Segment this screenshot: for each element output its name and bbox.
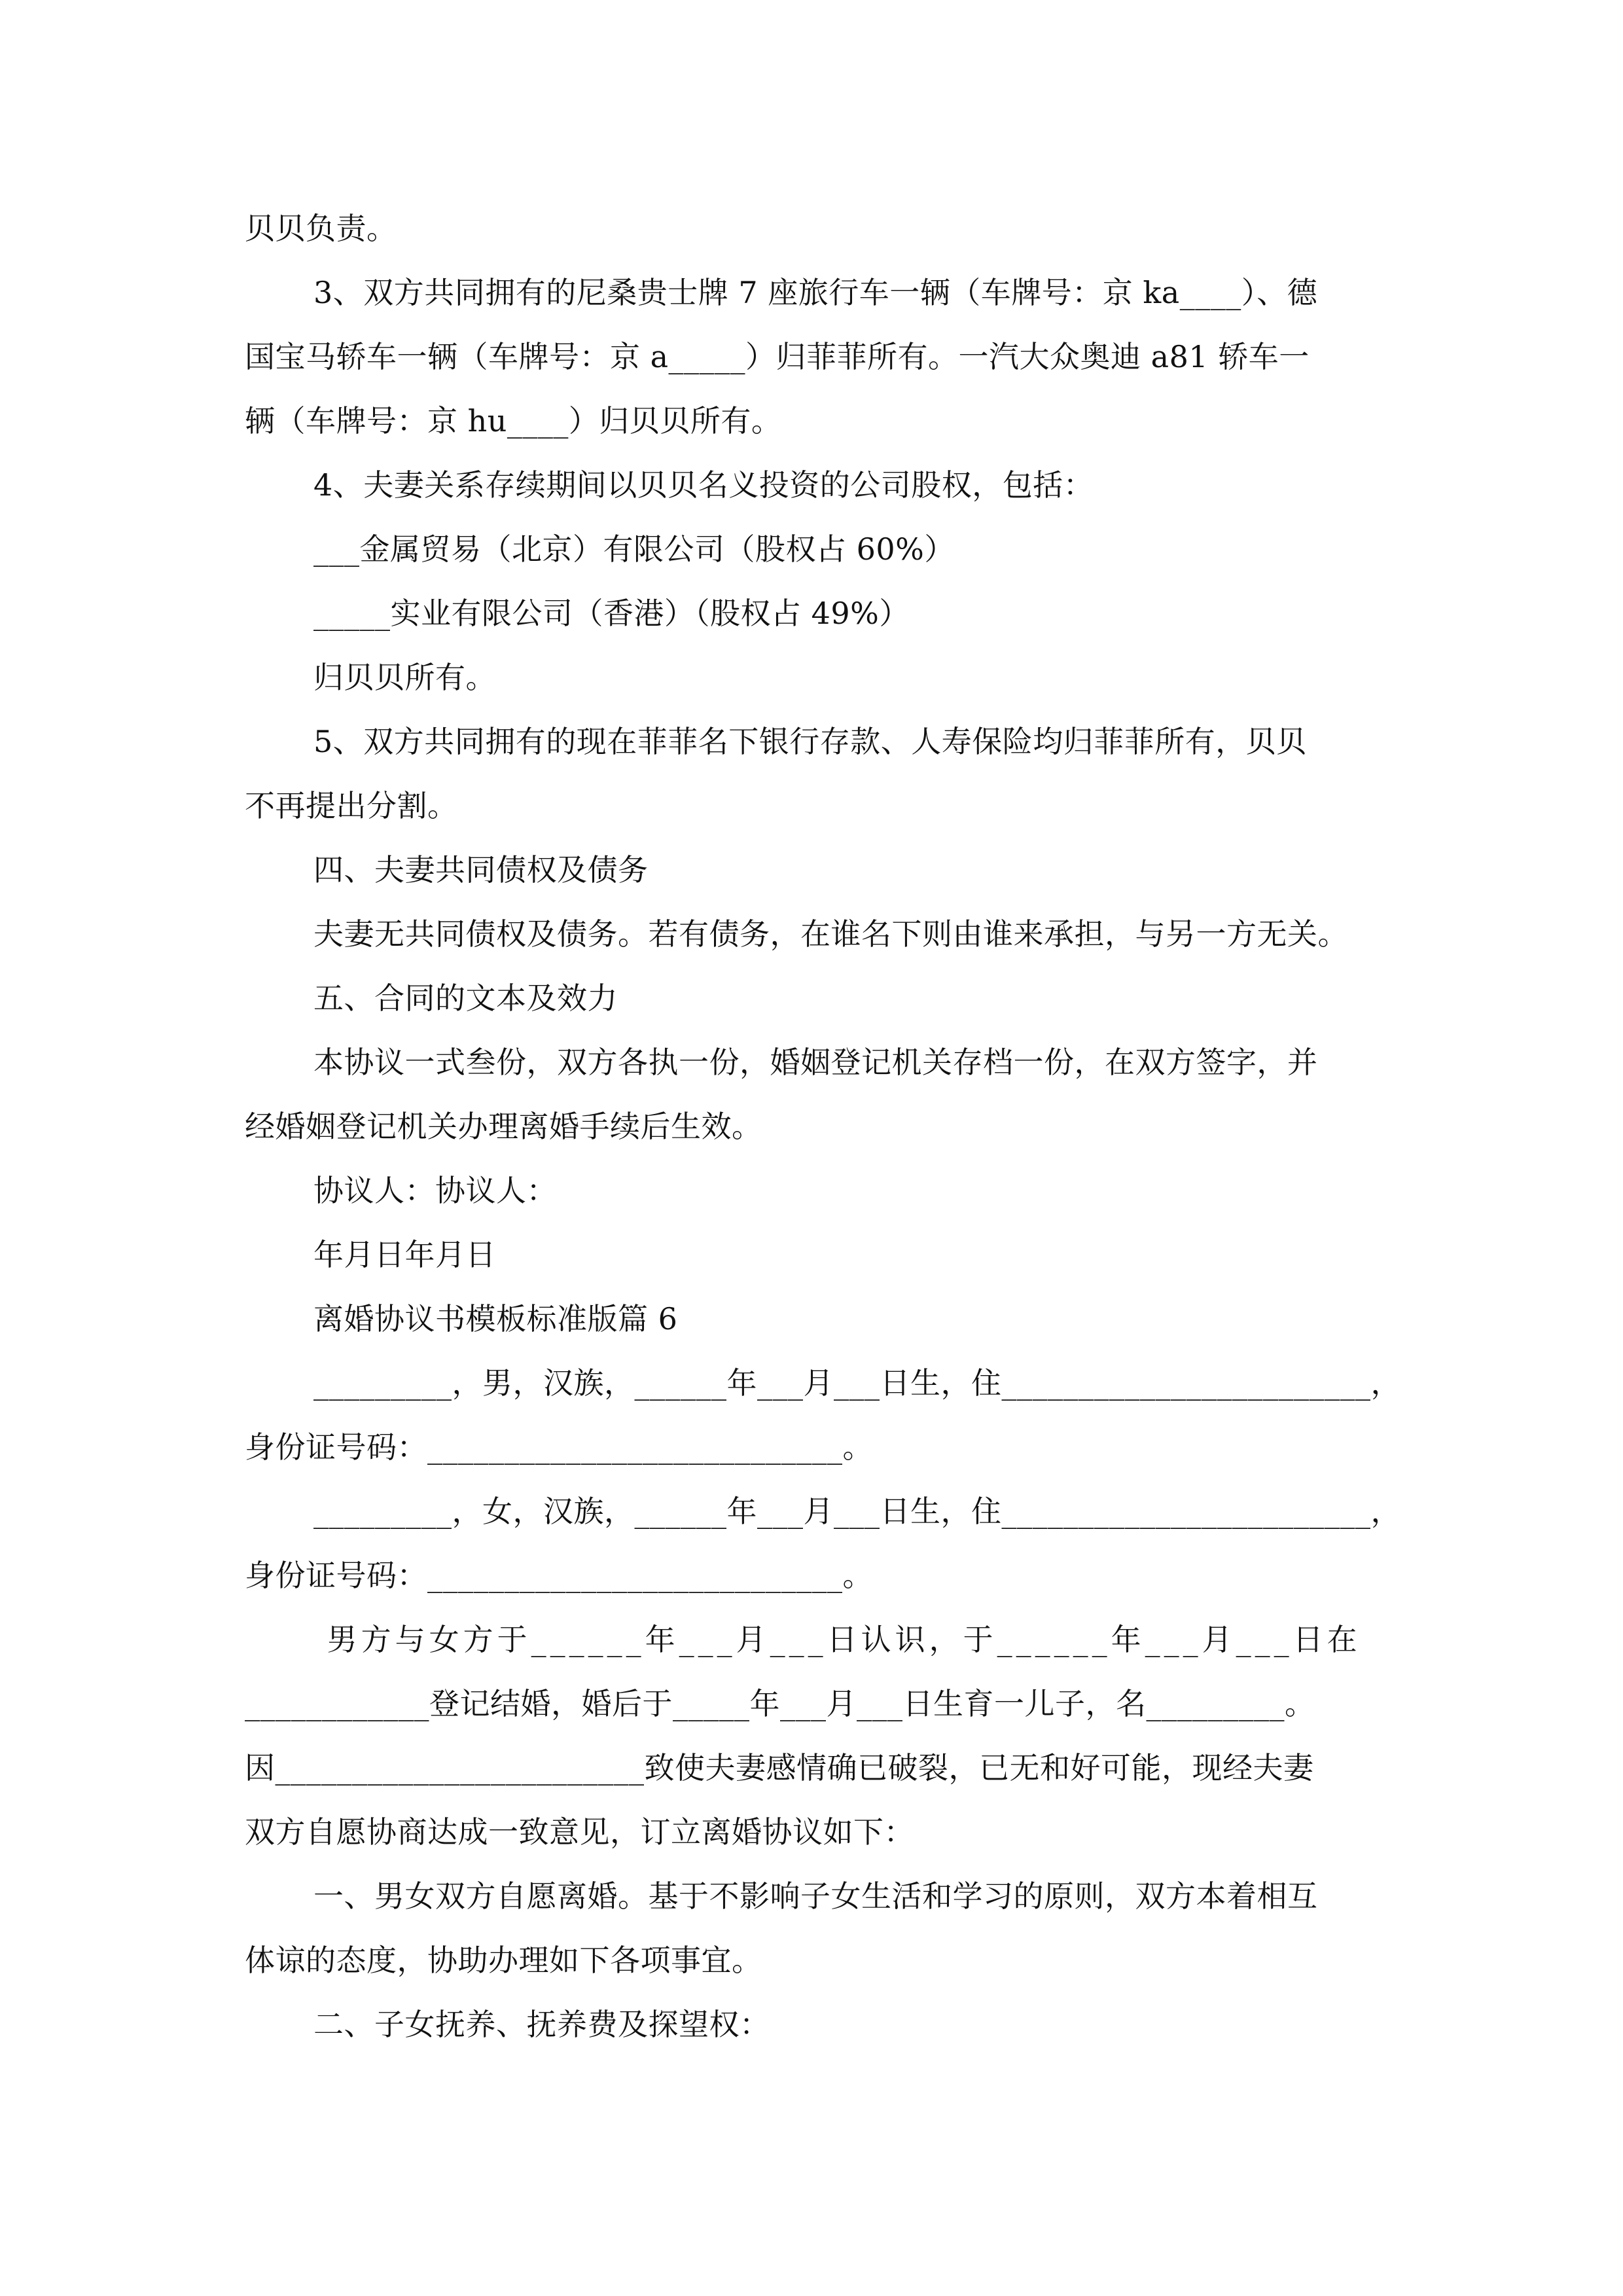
text-line: 男方与女方于______年___月___日认识，于______年___月___日在 xyxy=(313,1622,1361,1657)
text-line: 不再提出分割。 xyxy=(245,788,458,823)
text-line: 国宝马轿车一辆（车牌号：京 a_____）归菲菲所有。一汽大众奥迪 a81 轿车一 xyxy=(245,339,1310,374)
text-line: 贝贝负责。 xyxy=(245,211,397,246)
section-heading: 五、合同的文本及效力 xyxy=(313,980,618,1016)
text-line: 4、夫妻关系存续期间以贝贝名义投资的公司股权，包括： xyxy=(313,467,1094,503)
text-line: 一、男女双方自愿离婚。基于不影响子女生活和学习的原则，双方本着相互 xyxy=(313,1878,1318,1914)
text-line: _________，男，汉族，______年___月___日生，住________________________， xyxy=(313,1365,1401,1401)
section-heading: 二、子女抚养、抚养费及探望权： xyxy=(313,2007,770,2042)
document-page xyxy=(245,196,1401,2056)
signature-line: 协议人：协议人： xyxy=(313,1173,557,1208)
text-line: 因________________________致使夫妻感情确已破裂，已无和好可能，现经夫妻 xyxy=(245,1750,1314,1785)
text-line: 夫妻无共同债权及债务。若有债务，在谁名下则由谁来承担，与另一方无关。 xyxy=(313,916,1348,952)
date-line: 年月日年月日 xyxy=(313,1237,496,1272)
text-line: _________，女，汉族，______年___月___日生，住________________________， xyxy=(313,1494,1401,1529)
section-heading: 四、夫妻共同债权及债务 xyxy=(313,852,649,888)
text-line: 身份证号码：___________________________。 xyxy=(245,1429,873,1465)
text-line: 经婚姻登记机关办理离婚手续后生效。 xyxy=(245,1109,762,1144)
text-line: 3、双方共同拥有的尼桑贵士牌 7 座旅行车一辆（车牌号：京 ka____）、德 xyxy=(313,275,1318,310)
text-line: ___金属贸易（北京）有限公司（股权占 60%） xyxy=(313,531,955,567)
text-line: 辆（车牌号：京 hu____）归贝贝所有。 xyxy=(245,403,782,439)
text-line: _____实业有限公司（香港）（股权占 49%） xyxy=(313,596,910,631)
text-line: 5、双方共同拥有的现在菲菲名下银行存款、人寿保险均归菲菲所有，贝贝 xyxy=(313,724,1307,759)
document-title: 离婚协议书模板标准版篇 6 xyxy=(313,1301,678,1336)
text-line: 身份证号码：___________________________。 xyxy=(245,1558,873,1593)
text-line: 归贝贝所有。 xyxy=(313,660,496,695)
text-line: ____________登记结婚，婚后于_____年___月___日生育一儿子，名_________。 xyxy=(245,1686,1315,1721)
text-line: 双方自愿协商达成一致意见，订立离婚协议如下： xyxy=(245,1814,914,1850)
text-line: 本协议一式叁份，双方各执一份，婚姻登记机关存档一份，在双方签字，并 xyxy=(313,1045,1318,1080)
text-line: 体谅的态度，协助办理如下各项事宜。 xyxy=(245,1943,762,1978)
